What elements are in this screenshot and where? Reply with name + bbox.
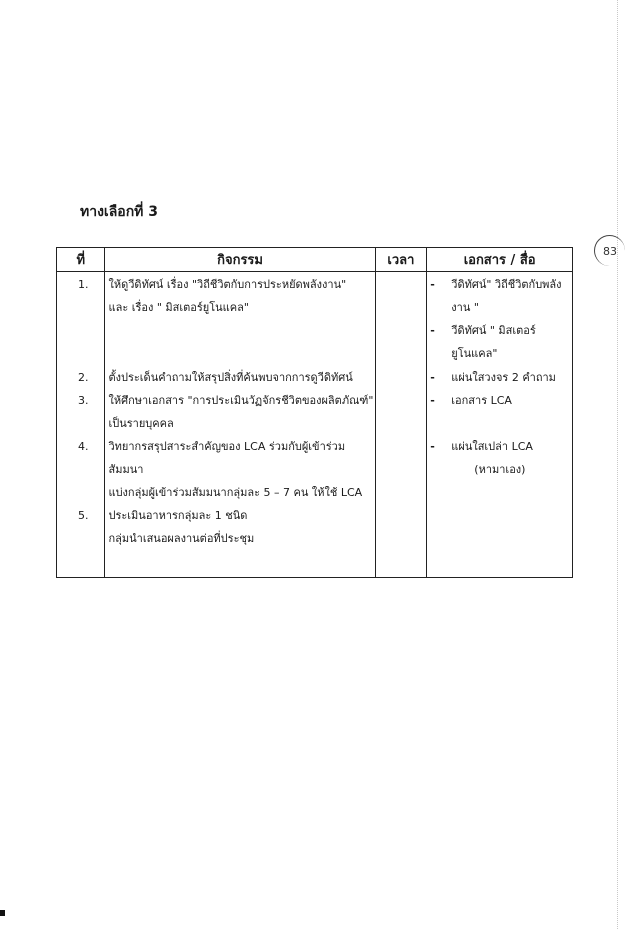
media-line: งาน " bbox=[451, 301, 479, 314]
item-number: 3. bbox=[78, 394, 89, 407]
table-header-row bbox=[57, 248, 573, 272]
activity-line: ตั้งประเด็นคำถามให้สรุปสิ่งที่ค้นพบจากการดูวีดิทัศน์ bbox=[108, 371, 353, 384]
item-number: 2. bbox=[78, 371, 89, 384]
table-body-row bbox=[57, 272, 573, 578]
media-line: (หามาเอง) bbox=[474, 463, 526, 476]
numbers-cell bbox=[57, 272, 105, 578]
media-line: เอกสาร LCA bbox=[451, 394, 512, 407]
page-edge-line bbox=[616, 0, 618, 929]
time-cell bbox=[375, 272, 427, 578]
item-number: 1. bbox=[78, 278, 89, 291]
activity-line: ให้ดูวีดิทัศน์ เรื่อง "วิถีชีวิตกับการประหยัดพลังงาน" bbox=[108, 278, 347, 291]
section-title: ทางเลือกที่ 3 bbox=[80, 204, 159, 220]
media-bullet: - bbox=[430, 278, 435, 291]
media-line: วีดิทัศน์" วิถีชีวิตกับพลัง bbox=[451, 278, 562, 291]
item-number: 5. bbox=[78, 509, 89, 522]
media-bullet: - bbox=[430, 371, 435, 384]
media-bullet: - bbox=[430, 394, 435, 407]
media-line: แผ่นใสวงจร 2 คำถาม bbox=[451, 371, 556, 384]
activities-cell bbox=[105, 272, 375, 578]
scan-mark bbox=[0, 910, 5, 916]
item-number: 4. bbox=[78, 440, 89, 453]
media-line: แผ่นใสเปล่า LCA bbox=[451, 440, 533, 453]
activity-line: ให้ศึกษาเอกสาร "การประเมินวัฏจักรชีวิตของผลิตภัณฑ์" bbox=[108, 394, 374, 407]
header-media: เอกสาร / สื่อ bbox=[427, 248, 573, 272]
activity-line: เป็นรายบุคคล bbox=[108, 417, 174, 430]
activity-line: สัมมนา bbox=[108, 463, 144, 476]
media-line: ยูโนแคล" bbox=[451, 347, 498, 360]
media-cell bbox=[427, 272, 573, 578]
activity-line: แบ่งกลุ่มผู้เข้าร่วมสัมมนากลุ่มละ 5 – 7 คน ให้ใช้ LCA bbox=[108, 486, 363, 499]
activity-table bbox=[56, 247, 573, 578]
activity-line: และ เรื่อง " มิสเตอร์ยูโนแคล" bbox=[108, 301, 249, 314]
header-time: เวลา bbox=[375, 248, 427, 272]
page-number: 83 bbox=[594, 235, 625, 266]
activity-line: กลุ่มนำเสนอผลงานต่อที่ประชุม bbox=[108, 532, 255, 545]
media-line: วีดิทัศน์ " มิสเตอร์ bbox=[451, 324, 536, 337]
activity-line: วิทยากรสรุปสาระสำคัญของ LCA ร่วมกับผู้เข้าร่วม bbox=[108, 440, 346, 453]
media-bullet: - bbox=[430, 440, 435, 453]
header-no: ที่ bbox=[57, 248, 105, 272]
header-activity: กิจกรรม bbox=[105, 248, 375, 272]
media-bullet: - bbox=[430, 324, 435, 337]
activity-line: ประเมินอาหารกลุ่มละ 1 ชนิด bbox=[108, 509, 248, 522]
